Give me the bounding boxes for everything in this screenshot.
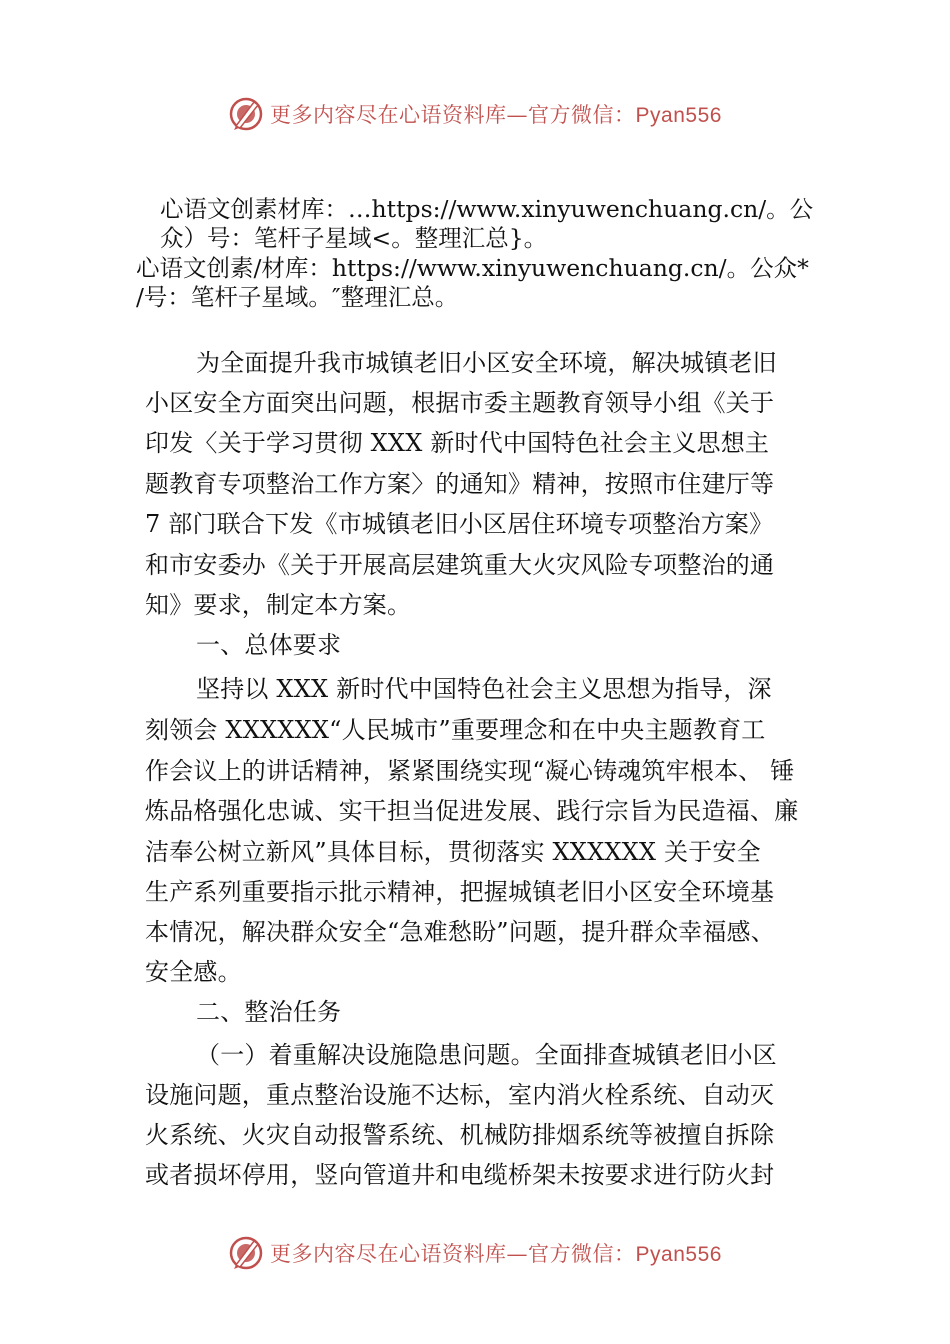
paragraph-line: 设施问题，重点整治设施不达标，室内消火栓系统、自动灭 xyxy=(145,1081,775,1109)
section-heading: 一、总体要求 xyxy=(196,631,342,659)
paragraph-line: 安全感。 xyxy=(145,958,242,986)
paragraph-line: 本情况，解决群众安全“急难愁盼”问题，提升群众幸福感、 xyxy=(145,918,775,946)
paragraph-line: 或者损坏停用，竖向管道井和电缆桥架未按要求进行防火封 xyxy=(145,1161,775,1189)
paragraph-line: 火系统、火灾自动报警系统、机械防排烟系统等被擅自拆除 xyxy=(145,1121,775,1149)
paragraph-line: 7 部门联合下发《市城镇老旧小区居住环境专项整治方案》 xyxy=(145,510,774,538)
paragraph-line: 小区安全方面突出问题，根据市委主题教育领导小组《关于 xyxy=(145,389,775,417)
pen-logo-icon xyxy=(228,96,264,132)
paragraph-line: 知》要求，制定本方案。 xyxy=(145,591,412,619)
paragraph-line: 生产系列重要指示批示精神，把握城镇老旧小区安全环境基 xyxy=(145,878,775,906)
paragraph-line: 印发〈关于学习贯彻 XXX 新时代中国特色社会主义思想主 xyxy=(145,429,770,457)
banner-text: 更多内容尽在心语资料库—官方微信：Pyan556 xyxy=(270,103,722,127)
paragraph-line: 和市安委办《关于开展高层建筑重大火灾风险专项整治的通 xyxy=(145,551,775,579)
paragraph-line: 坚持以 XXX 新时代中国特色社会主义思想为指导，深 xyxy=(196,675,772,703)
paragraph-line: 洁奉公树立新风”具体目标，贯彻落实 XXXXXX 关于安全 xyxy=(145,838,761,866)
bottom-watermark-banner xyxy=(0,1233,950,1273)
paragraph-line: 作会议上的讲话精神，紧紧围绕实现“凝心铸魂筑牢根本、 锤 xyxy=(145,757,795,785)
paragraph-line: 为全面提升我市城镇老旧小区安全环境，解决城镇老旧 xyxy=(196,349,777,377)
paragraph-line: （一）着重解决设施隐患问题。全面排查城镇老旧小区 xyxy=(196,1041,777,1069)
header-line: 众）号：笔杆子星域<。整理汇总}。 xyxy=(160,224,548,252)
header-line: 心语文创素/材库：https://www.xinyuwenchuang.cn/。公众* xyxy=(136,254,809,282)
section-heading: 二、整治任务 xyxy=(196,998,342,1026)
paragraph-line: 题教育专项整治工作方案〉的通知》精神，按照市住建厅等 xyxy=(145,470,775,498)
paragraph-line: 炼品格强化忠诚、实干担当促进发展、践行宗旨为民造福、廉 xyxy=(145,797,799,825)
header-line: 心语文创素材库：…https://www.xinyuwenchuang.cn/。公 xyxy=(160,195,814,223)
header-line: /号：笔杆子星域。″整理汇总。 xyxy=(136,283,459,311)
banner-text: 更多内容尽在心语资料库—官方微信：Pyan556 xyxy=(270,1242,722,1266)
pen-logo-icon xyxy=(228,1235,264,1271)
top-watermark-banner xyxy=(0,94,950,134)
paragraph-line: 刻领会 XXXXXX“人民城市”重要理念和在中央主题教育工 xyxy=(145,716,766,744)
